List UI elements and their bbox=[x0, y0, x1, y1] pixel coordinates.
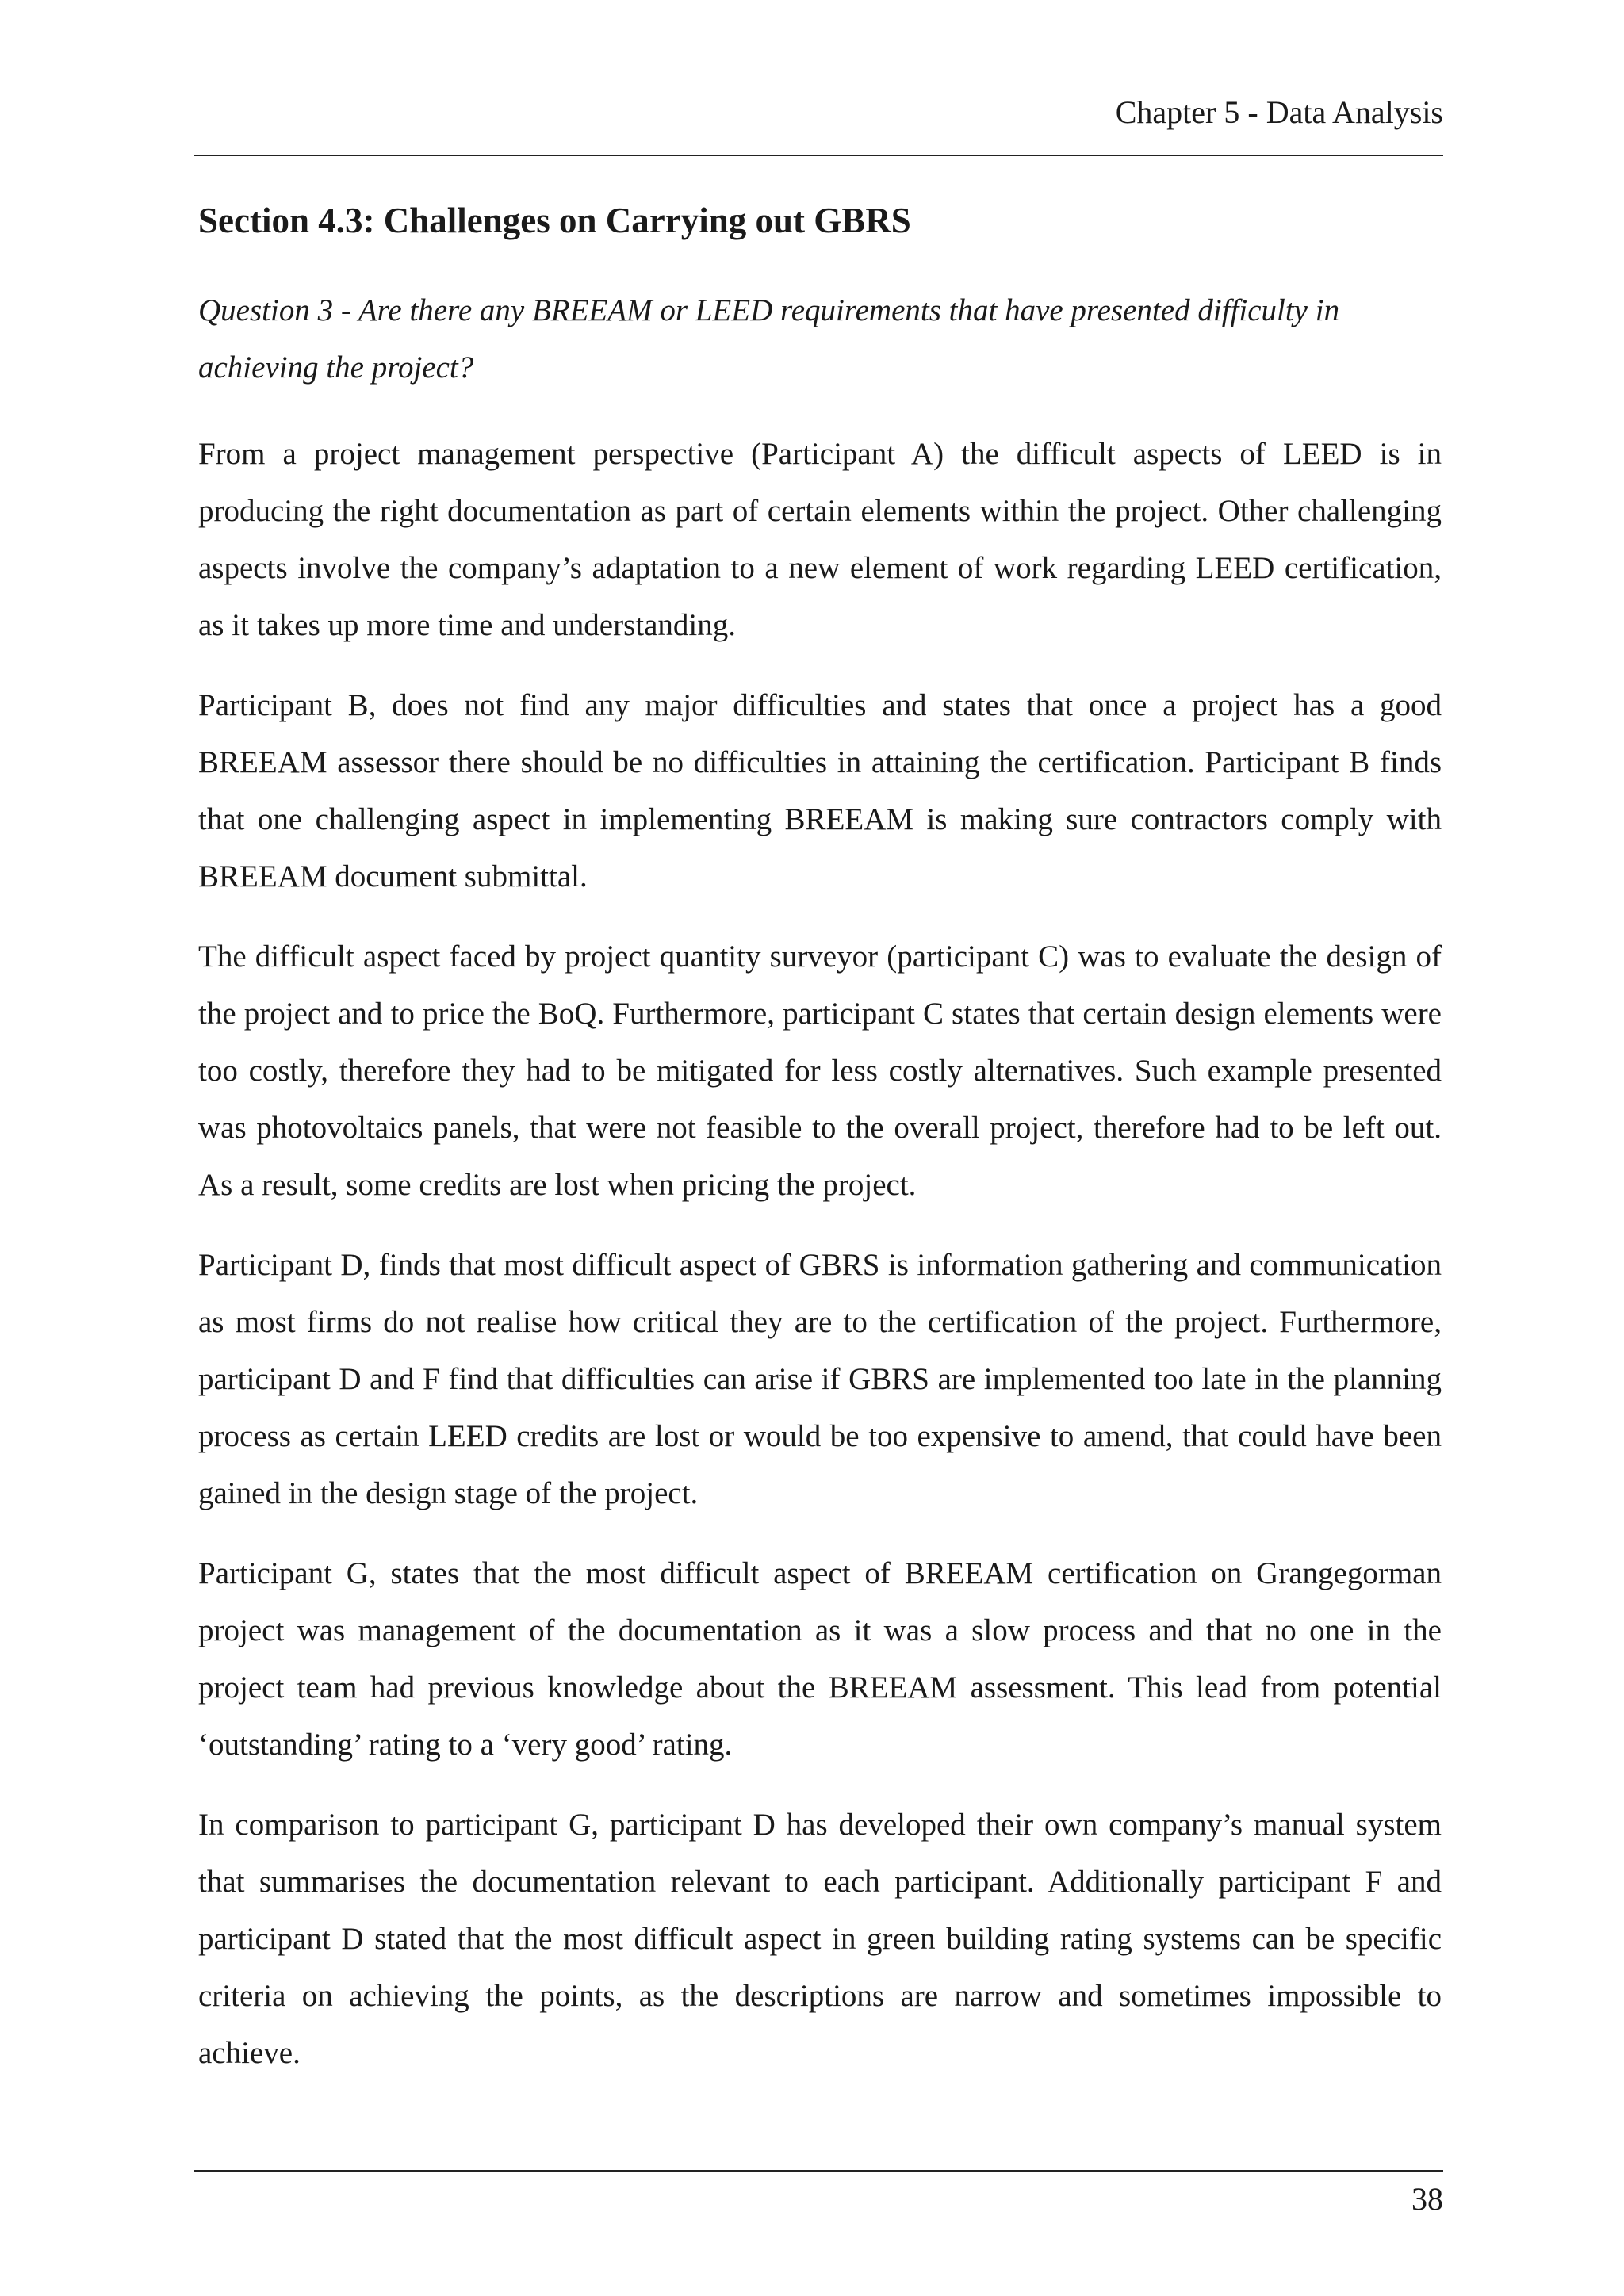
paragraph: Participant B, does not find any major difficulties and states that once a project has a good BREEAM assessor there should be no difficulties in attaining the certification. Participant B finds that one challenging aspect in implementing BREEAM is making sure contractors comply with BREEAM document submittal. bbox=[198, 688, 1442, 894]
running-header: Chapter 5 - Data Analysis bbox=[1115, 94, 1443, 130]
header-divider bbox=[194, 155, 1443, 156]
paragraph: In comparison to participant G, participant D has developed their own company’s manual system that summarises the documentation relevant to each participant. Additionally participant F and participant D stated that the most difficult aspect in green building rating systems can be specific criteria on achieving the points, as the descriptions are narrow and sometimes impossible to achieve. bbox=[198, 1808, 1442, 2070]
paragraph: From a project management perspective (Participant A) the difficult aspects of LEED is in producing the right documentation as part of certain elements within the project. Other challenging aspects involve the company’s adaptation to a new element of work regarding LEED certification, as it takes up more time and understanding. bbox=[198, 437, 1442, 642]
page-number: 38 bbox=[1411, 2181, 1443, 2217]
section-title: Section 4.3: Challenges on Carrying out GBRS bbox=[198, 201, 911, 240]
body-text bbox=[198, 426, 1442, 2105]
paragraph: Participant G, states that the most difficult aspect of BREEAM certification on Grangegorman project was management of the documentation as it was a slow process and that no one in the project team had previous knowledge about the BREEAM assessment. This lead from potential ‘outstanding’ rating to a ‘very good’ rating. bbox=[198, 1556, 1442, 1762]
footer-divider bbox=[194, 2170, 1443, 2172]
paragraph: The difficult aspect faced by project quantity surveyor (participant C) was to evaluate the design of the project and to price the BoQ. Furthermore, participant C states that certain design elements were too costly, therefore they had to be mitigated for less costly alternatives. Such example presented was photovoltaics panels, that were not feasible to the overall project, therefore had to be left out. As a result, some credits are lost when pricing the project. bbox=[198, 939, 1442, 1202]
research-question: Question 3 - Are there any BREEAM or LEED requirements that have presented difficulty in achieving the project? bbox=[198, 293, 1340, 385]
paragraph: Participant D, finds that most difficult aspect of GBRS is information gathering and communication as most firms do not realise how critical they are to the certification of the project. Furthermore, participant D and F find that difficulties can arise if GBRS are implemented too late in the planning process as certain LEED credits are lost or would be too expensive to amend, that could have been gained in the design stage of the project. bbox=[198, 1248, 1442, 1510]
